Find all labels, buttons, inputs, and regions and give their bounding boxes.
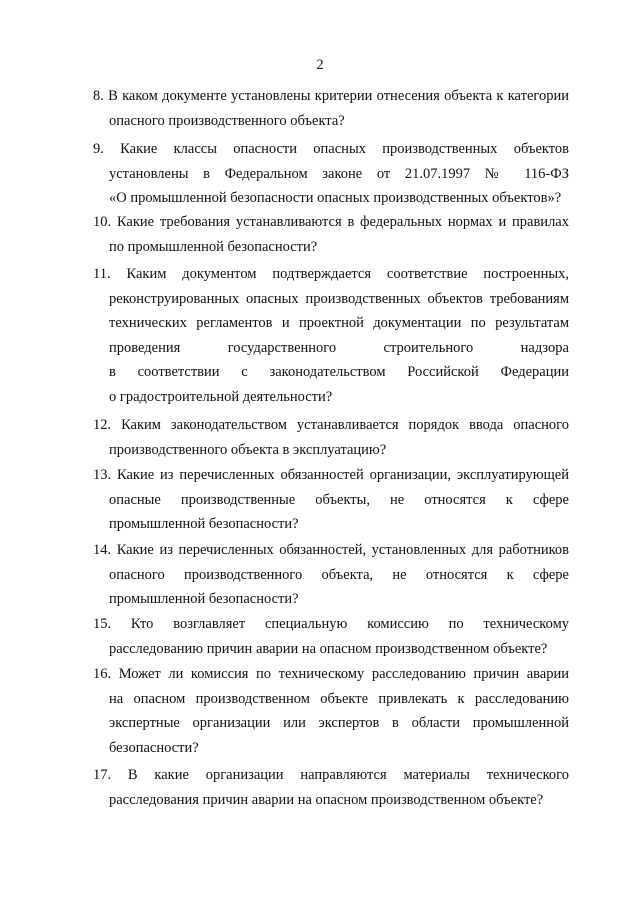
question-line: 16. Может ли комиссия по техническому расследованию причин аварии <box>93 666 569 682</box>
question-line: промышленной безопасности? <box>109 591 299 608</box>
question-14 <box>93 540 569 614</box>
question-line: опасные производственные объекты, не относятся к сфере <box>109 491 569 508</box>
question-line: «О промышленной безопасности опасных производственных объектов»? <box>109 190 562 207</box>
question-line: проведения государственного строительного надзора <box>109 339 569 356</box>
question-line: 14. Какие из перечисленных обязанностей, установленных для работников <box>93 542 569 558</box>
question-line: реконструированных опасных производственных объектов требованиям <box>109 290 569 307</box>
question-13 <box>93 465 569 539</box>
question-line: по промышленной безопасности? <box>109 238 318 255</box>
question-line: на опасном производственном объекте привлекать к расследованию <box>109 690 569 707</box>
question-line: 8. В каком документе установлены критерии отнесения объекта к категории <box>93 88 569 104</box>
question-line: расследования причин аварии на опасном производственном объекте? <box>109 791 544 808</box>
question-12 <box>93 415 569 464</box>
question-8 <box>93 86 569 135</box>
question-line: экспертные организации или экспертов в области промышленной <box>109 715 569 732</box>
question-line: о градостроительной деятельности? <box>109 388 333 405</box>
question-17 <box>93 765 569 814</box>
question-line: технических регламентов и проектной документации по результатам <box>109 315 569 332</box>
page-number: 2 <box>316 57 324 73</box>
question-line: 9. Какие классы опасности опасных производственных объектов <box>93 141 569 157</box>
question-9 <box>93 139 569 213</box>
question-line: промышленной безопасности? <box>109 516 299 533</box>
question-line: безопасности? <box>109 739 199 756</box>
question-line: 15. Кто возглавляет специальную комиссию по техническому <box>93 616 569 632</box>
question-line: расследованию причин аварии на опасном производственном объекте? <box>109 640 548 657</box>
question-line: установлены в Федеральном законе от 21.07.1997 № 116-ФЗ <box>109 165 569 182</box>
question-15 <box>93 614 569 663</box>
question-11 <box>93 264 569 412</box>
question-line: опасного производственного объекта? <box>109 112 345 129</box>
question-line: 10. Какие требования устанавливаются в федеральных нормах и правилах <box>93 214 569 230</box>
question-line: 11. Каким документом подтверждается соответствие построенных, <box>93 266 569 282</box>
question-line: 13. Какие из перечисленных обязанностей организации, эксплуатирующей <box>93 467 569 483</box>
question-10 <box>93 212 569 261</box>
question-line: 17. В какие организации направляются материалы технического <box>93 767 569 783</box>
question-line: в соответствии с законодательством Российской Федерации <box>109 364 569 381</box>
question-line: 12. Каким законодательством устанавливается порядок ввода опасного <box>93 417 569 433</box>
question-line: опасного производственного объекта, не относятся к сфере <box>109 566 569 583</box>
question-line: производственного объекта в эксплуатацию? <box>109 441 387 458</box>
question-16 <box>93 664 569 762</box>
